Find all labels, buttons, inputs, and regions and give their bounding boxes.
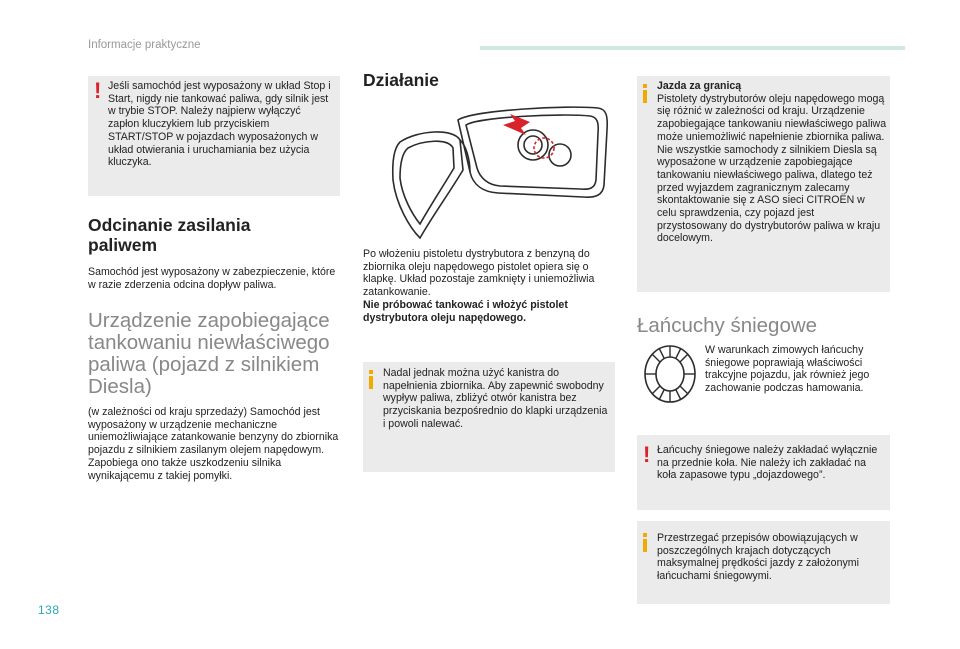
info-icon (369, 370, 373, 389)
fuel-cutoff-text: Samochód jest wyposażony w zabezpieczenie, które w razie zderzenia odcina dopływ paliwa. (88, 266, 336, 291)
snow-chains-info-box (637, 521, 890, 604)
snow-chains-warning-text: Łańcuchy śniegowe należy zakładać wyłącznie na przednie koła. Nie należy ich zakładać na koła zapasowe typu „dojazdowego”. (657, 444, 878, 482)
abroad-info-box (637, 76, 890, 292)
stop-start-warning-box (88, 76, 340, 196)
operation-heading: Działanie (363, 70, 439, 90)
warning-icon: ! (643, 442, 651, 467)
misfuel-text: (w zależności od kraju sprzedaży) Samochód jest wyposażony w urządzenie mechaniczne uniemożliwiające zatankowanie benzyny do zbiornika pojazdu z silnikiem zasilanym olejem napędowym. Zapobiega ono także uszkodzeniu silnika wynikającemu z takiej pomyłki. (88, 406, 339, 482)
operation-description: Po włożeniu pistoletu dystrybutora z benzyną do zbiornika oleju napędowego pistolet opiera się o klapkę. Układ pozostaje zamknięty i uniemożliwia zatankowanie. (363, 248, 595, 299)
snow-chains-intro: W warunkach zimowych łańcuchy śniegowe poprawiają właściwości trakcyjne pojazdu, jak również jego zachowanie podczas hamowania. (705, 344, 870, 395)
header-divider (480, 46, 905, 50)
snow-chains-info-text: Przestrzegać przepisów obowiązujących w poszczególnych krajach dotyczących maksymalnej prędkości jazdy z założonymi łańcuchami śniegowymi. (657, 532, 859, 583)
page-number: 138 (38, 603, 60, 617)
info-icon (643, 84, 647, 103)
snow-chains-warning-box (637, 435, 890, 510)
info-icon (643, 533, 647, 552)
operation-text (363, 248, 615, 324)
misfuel-heading: Urządzenie zapobiegające tankowaniu niewłaściwego paliwa (pojazd z silnikiem Diesla) (88, 309, 330, 398)
operation-warning-bold: Nie próbować tankować i włożyć pistolet dystrybutora oleju napędowego. (363, 298, 568, 324)
fuel-cutoff-heading: Odcinanie zasilania paliwem (88, 215, 251, 255)
canister-info-text: Nadal jednak można użyć kanistra do napełnienia zbiornika. Aby zapewnić swobodny wypływ paliwa, zbliżyć otwór kanistra bez przyciskania bezpośrednio do klapki urządzenia i powoli nalewać. (383, 367, 608, 430)
canister-info-box (363, 362, 615, 472)
warning-icon: ! (94, 78, 102, 103)
abroad-title: Jazda za granicą (657, 80, 742, 92)
snow-chain-icon (642, 343, 698, 405)
snow-chains-heading: Łańcuchy śniegowe (637, 314, 818, 337)
stop-start-warning-text: Jeśli samochód jest wyposażony w układ Stop i Start, nigdy nie tankować paliwa, gdy silnik jest w trybie STOP. Należy najpierw wyłączyć zapłon kluczykiem lub przyciskiem START/STOP w pojazdach wyposażonych w układ otwierania i uruchamiania bez użycia kluczyka. (108, 80, 331, 169)
header-section-title: Informacje praktyczne (88, 39, 201, 51)
fuel-filler-illustration (378, 100, 610, 240)
abroad-text: Pistolety dystrybutorów oleju napędowego mogą się różnić w zależności od kraju. Urządzenie zapobiegające tankowaniu niewłaściwego paliwa może uniemożliwić napełnienie zbiornika paliwa. Nie wszystkie samochody z silnikiem Diesla są wyposażone w urządzenie zapobiegające tankowaniu niewłaściwego paliwa, dlatego też przed wyjazdem zagranicznym zalecamy skontaktowanie się z ASO sieci CITROËN w celu sprawdzenia, czy pojazd jest przystosowany do dystrybutorów paliwa w kraju docelowym. (657, 92, 887, 245)
abroad-info-content (657, 80, 887, 245)
